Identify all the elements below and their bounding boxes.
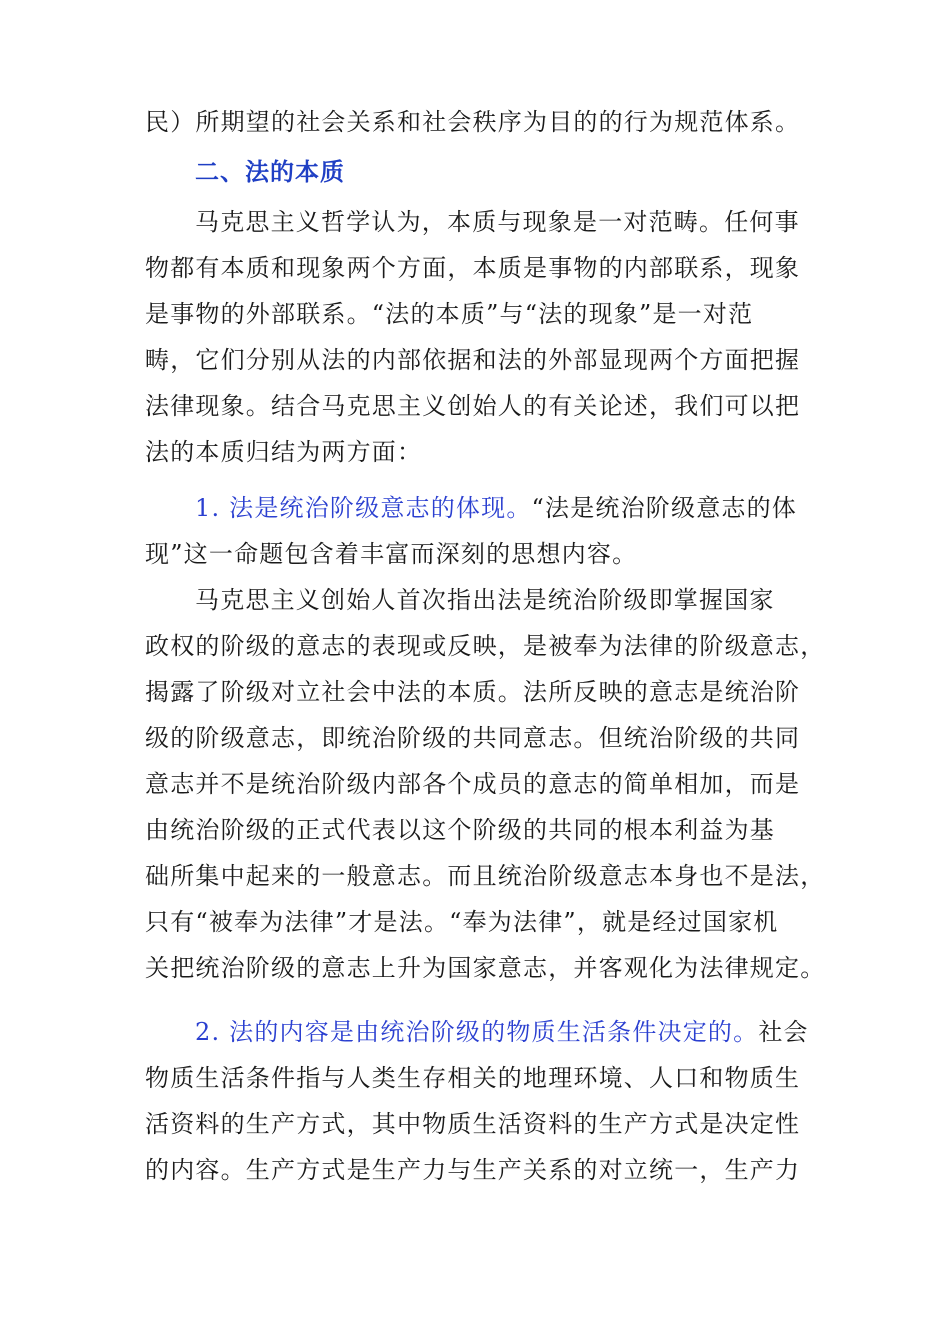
text-line: 物都有本质和现象两个方面，本质是事物的内部联系，现象 — [145, 254, 801, 282]
text-line: 揭露了阶级对立社会中法的本质。法所反映的意志是统治阶 — [145, 678, 801, 706]
text-line: 现”这一命题包含着丰富而深刻的思想内容。 — [145, 540, 638, 568]
text-line: 的内容。生产方式是生产力与生产关系的对立统一，生产力 — [145, 1156, 801, 1184]
text-line: 畴，它们分别从法的内部依据和法的外部显现两个方面把握 — [145, 346, 801, 374]
text-line: 马克思主义创始人首次指出法是统治阶级即掌握国家 — [195, 586, 775, 614]
numbered-point-line — [195, 486, 797, 530]
text-line: 活资料的生产方式，其中物质生活资料的生产方式是决定性 — [145, 1110, 801, 1138]
point-text: 社会 — [758, 1018, 809, 1046]
text-line: 只有“被奉为法律”才是法。“奉为法律”，就是经过国家机 — [145, 908, 779, 936]
text-line: 础所集中起来的一般意志。而且统治阶级意志本身也不是法， — [145, 862, 826, 890]
text-line: 政权的阶级的意志的表现或反映，是被奉为法律的阶级意志， — [145, 632, 826, 660]
point-title: 2. 法的内容是由统治阶级的物质生活条件决定的。 — [195, 1018, 759, 1046]
point-text: “法是统治阶级意志的体 — [531, 494, 797, 522]
section-heading: 二、法的本质 — [195, 158, 345, 186]
text-line: 物质生活条件指与人类生存相关的地理环境、人口和物质生 — [145, 1064, 801, 1092]
text-line: 由统治阶级的正式代表以这个阶级的共同的根本利益为基 — [145, 816, 775, 844]
text-line: 民）所期望的社会关系和社会秩序为目的的行为规范体系。 — [145, 108, 801, 136]
text-line: 法的本质归结为两方面： — [145, 438, 423, 466]
point-title: 1. 法是统治阶级意志的体现。 — [195, 494, 532, 522]
numbered-point-line — [195, 1010, 809, 1054]
text-line: 是事物的外部联系。“法的本质”与“法的现象”是一对范 — [145, 300, 754, 328]
text-line: 关把统治阶级的意志上升为国家意志，并客观化为法律规定。 — [145, 954, 826, 982]
text-line: 马克思主义哲学认为，本质与现象是一对范畴。任何事 — [195, 208, 800, 236]
text-line: 级的阶级意志，即统治阶级的共同意志。但统治阶级的共同 — [145, 724, 801, 752]
text-line: 意志并不是统治阶级内部各个成员的意志的简单相加，而是 — [145, 770, 801, 798]
text-line: 法律现象。结合马克思主义创始人的有关论述，我们可以把 — [145, 392, 801, 420]
